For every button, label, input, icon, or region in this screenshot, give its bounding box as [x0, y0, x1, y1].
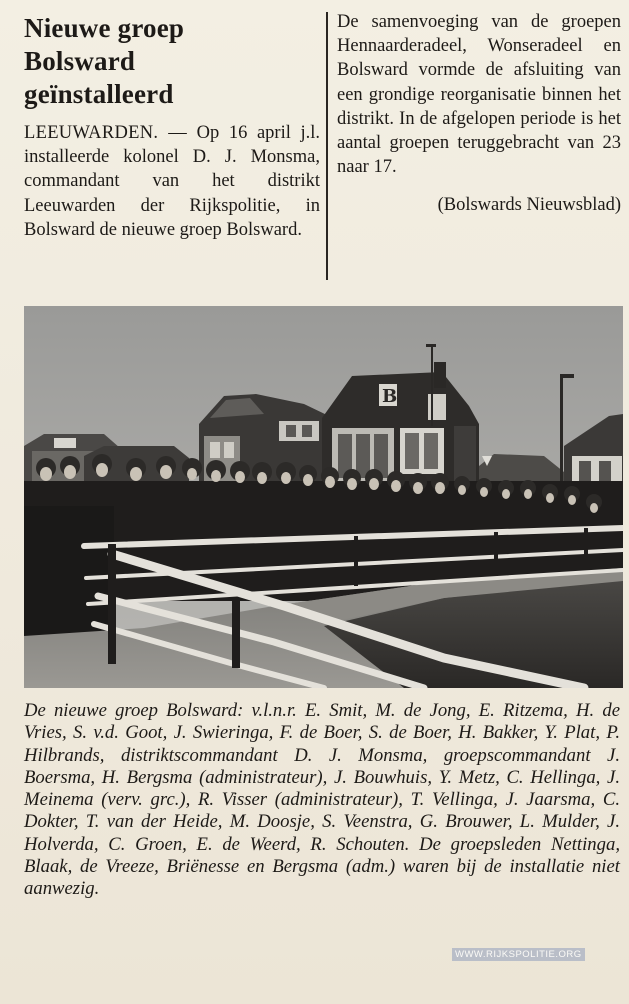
website-watermark: WWW.RIJKSPOLITIE.ORG: [452, 948, 585, 961]
headline-line-2: Bolsward: [24, 46, 136, 76]
photo-caption: De nieuwe groep Bolsward: v.l.n.r. E. Smit, M. de Jong, E. Ritzema, H. de Vries, S. v.d. Goot, J. Swieringa, F. de Boer, S. de Boer, H. Bakker, Y. Plat, P. Hilbrands, distriktscommandant D. J. Monsma, groepscommandant J. Boersma, H. Bergsma (administrateur), J. Bouwhuis, Y. Metz, C. Hellinga, J. Meinema (verv. grc.), R. Visser (administrateur), T. Vellinga, J. Jaarsma, C. Dokter, T. van der Heide, M. Doosje, S. Veenstra, G. Brouwer, L. Mulder, J. Holverda, C. Groen, E. de Weerd, R. Schouten. De groepsleden Nettinga, Blaak, de Vreeze, Briënesse en Bergsma (adm.) waren bij de installatie niet aanwezig.: [24, 700, 620, 900]
article-right-column: [337, 10, 621, 217]
headline-line-3: geïnstalleerd: [24, 79, 174, 109]
article-left-column: [24, 12, 320, 242]
group-photo: [24, 306, 623, 688]
lead-body: Op 16 april j.l. installeerde kolonel D. J. Monsma, commandant van het distrikt Leeuwarden der Rijkspolitie, in Bolsward de nieuwe groep Bolsward.: [24, 123, 321, 240]
group-photo-illustration: [24, 306, 623, 688]
right-paragraph: De samenvoeging van de groepen Hennaarderadeel, Wonseradeel en Bolsward vormde de afsluiting van een grondige reorganisatie binnen het distrikt. In de afgelopen periode is het aantal groepen teruggebracht van 23 naar 17.: [337, 12, 621, 178]
headline: [24, 12, 320, 111]
villa-sign-letter: B: [382, 386, 398, 407]
lead-paragraph: [24, 121, 320, 242]
source-credit: (Bolswards Nieuwsblad): [437, 195, 621, 216]
dateline: LEEUWARDEN. —: [24, 123, 188, 143]
headline-line-1: Nieuwe groep: [24, 13, 185, 43]
column-divider: [326, 12, 328, 280]
